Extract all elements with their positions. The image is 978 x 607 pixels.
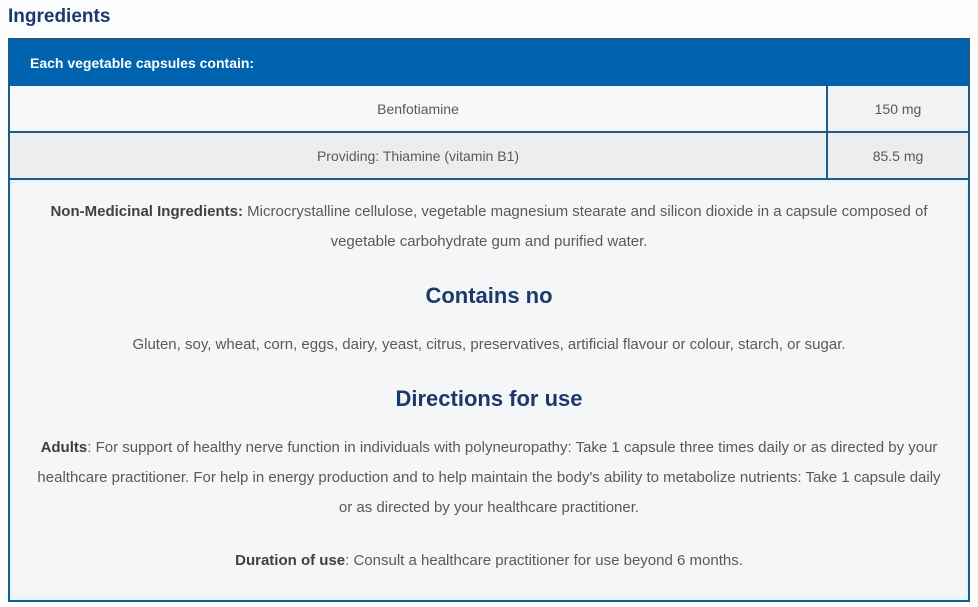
ingredient-amount-cell: 150 mg	[826, 86, 968, 131]
adults-paragraph	[36, 433, 942, 523]
page-title: Ingredients	[8, 6, 111, 27]
duration-label: Duration of use	[235, 552, 346, 569]
adults-text: : For support of healthy nerve function in individuals with polyneuropathy: Take 1 capsule three times daily or as directed by your healthcare practitioner. For help in energy production and to help maintain the body's ability to metabolize nutrients: Take 1 capsule daily or as directed by your healthcare practitioner.	[37, 439, 941, 516]
ingredient-name-cell: Providing: Thiamine (vitamin B1)	[10, 133, 826, 178]
ingredient-name-cell: Benfotiamine	[10, 86, 826, 131]
contains-no-text: Gluten, soy, wheat, corn, eggs, dairy, yeast, citrus, preservatives, artificial flavour or colour, starch, or sugar.	[132, 336, 846, 353]
table-header: Each vegetable capsules contain:	[10, 40, 968, 86]
table-row	[10, 133, 968, 180]
duration-paragraph	[36, 546, 942, 576]
non-medicinal-paragraph	[36, 197, 942, 257]
non-medicinal-label: Non-Medicinal Ingredients:	[50, 203, 243, 220]
details-section	[10, 180, 968, 600]
directions-heading: Directions for use	[395, 386, 583, 411]
non-medicinal-text: Microcrystalline cellulose, vegetable magnesium stearate and silicon dioxide in a capsule composed of vegetable carbohydrate gum and purified water.	[247, 203, 928, 250]
ingredients-panel	[8, 38, 970, 602]
table-row	[10, 86, 968, 133]
adults-label: Adults	[40, 439, 88, 456]
duration-text: : Consult a healthcare practitioner for use beyond 6 months.	[345, 552, 743, 569]
ingredient-amount-cell: 85.5 mg	[826, 133, 968, 178]
contains-no-heading: Contains no	[425, 283, 553, 308]
